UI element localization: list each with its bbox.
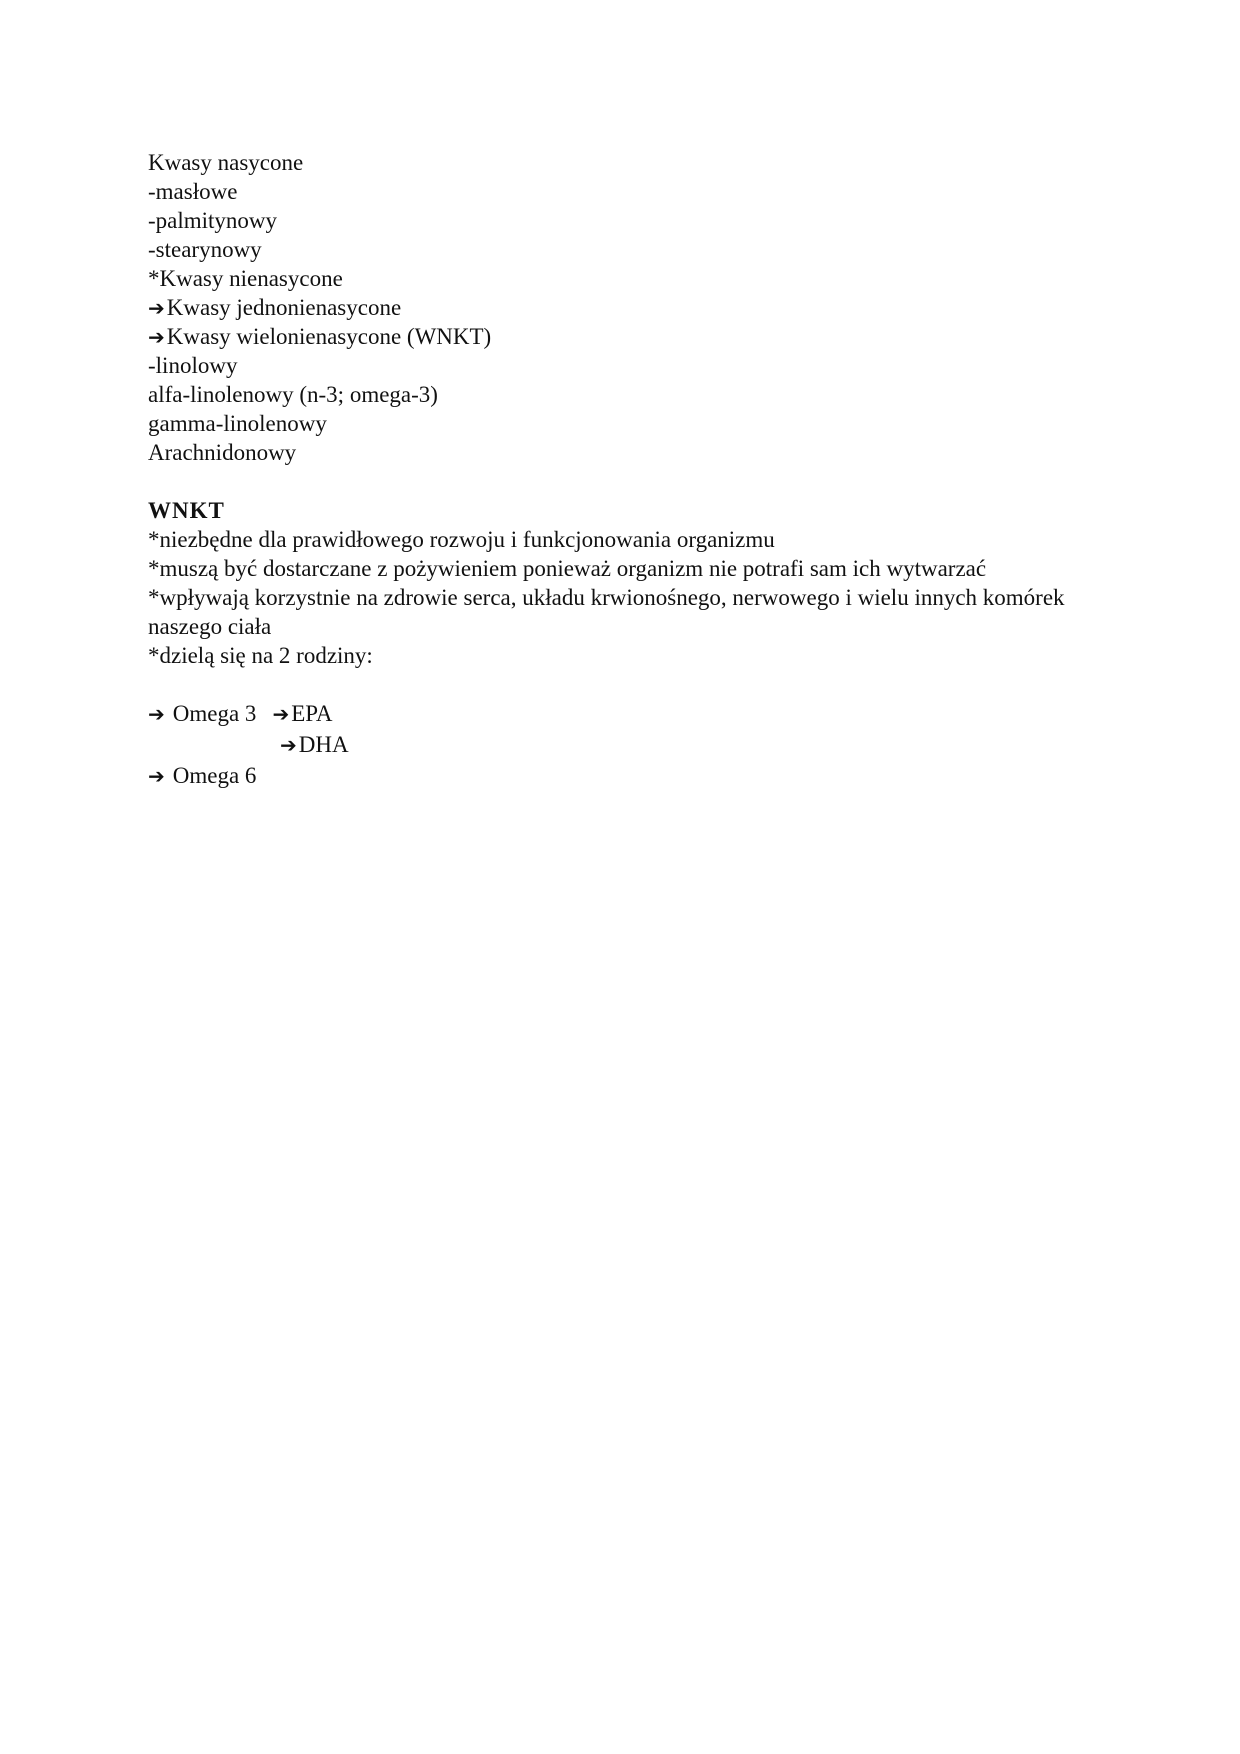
wnkt-point-essential: *niezbędne dla prawidłowego rozwoju i funkcjonowania organizmu — [148, 527, 775, 552]
family-omega3-epa — [272, 699, 332, 729]
wnkt-point-families: *dzielą się na 2 rodziny: — [148, 643, 373, 668]
document-body — [148, 148, 1088, 792]
family-omega3-row — [148, 699, 1088, 730]
family-omega3-label: Omega 3 — [172, 701, 257, 726]
arrow-right-icon: ➔ — [148, 702, 165, 726]
family-omega6-label: Omega 6 — [172, 763, 257, 788]
list-line-linoleic: -linolowy — [148, 353, 238, 378]
list-line-stearic: -stearynowy — [148, 237, 262, 262]
family-omega3-dha-row — [148, 730, 1088, 761]
list-line-gamma-linolenic: gamma-linolenowy — [148, 411, 327, 436]
wnkt-point-dietary: *muszą być dostarczane z pożywieniem ponieważ organizm nie potrafi sam ich wytwarzać — [148, 556, 987, 581]
list-line-polyunsaturated — [148, 322, 1088, 351]
list-line-monounsaturated-text: Kwasy jednonienasycone — [166, 295, 402, 320]
wnkt-heading: WNKT — [148, 498, 225, 523]
family-omega3-epa-label: EPA — [291, 701, 333, 726]
arrow-right-icon: ➔ — [148, 296, 165, 320]
arrow-right-icon: ➔ — [280, 733, 297, 757]
arrow-right-icon: ➔ — [272, 702, 290, 726]
list-line-alpha-linolenic: alfa-linolenowy (n-3; omega-3) — [148, 382, 438, 407]
section-spacer — [148, 467, 1088, 496]
list-line-monounsaturated — [148, 293, 1088, 322]
family-omega3-dha-label: DHA — [298, 732, 349, 757]
family-omega6-row — [148, 761, 1088, 792]
list-line-butyric: -masłowe — [148, 179, 238, 204]
arrow-right-icon: ➔ — [148, 764, 165, 788]
wnkt-point-health: *wpływają korzystnie na zdrowie serca, układu krwionośnego, nerwowego i wielu innych komórek naszego ciała — [148, 585, 1065, 639]
list-line-arachidonic: Arachnidonowy — [148, 440, 297, 465]
list-line-polyunsaturated-text: Kwasy wielonienasycone (WNKT) — [166, 324, 492, 349]
list-line-unsaturated-heading: *Kwasy nienasycone — [148, 266, 343, 291]
list-line-palmitic: -palmitynowy — [148, 208, 278, 233]
list-line-saturated-heading: Kwasy nasycone — [148, 150, 304, 175]
section-spacer — [148, 670, 1088, 699]
arrow-right-icon: ➔ — [148, 325, 165, 349]
